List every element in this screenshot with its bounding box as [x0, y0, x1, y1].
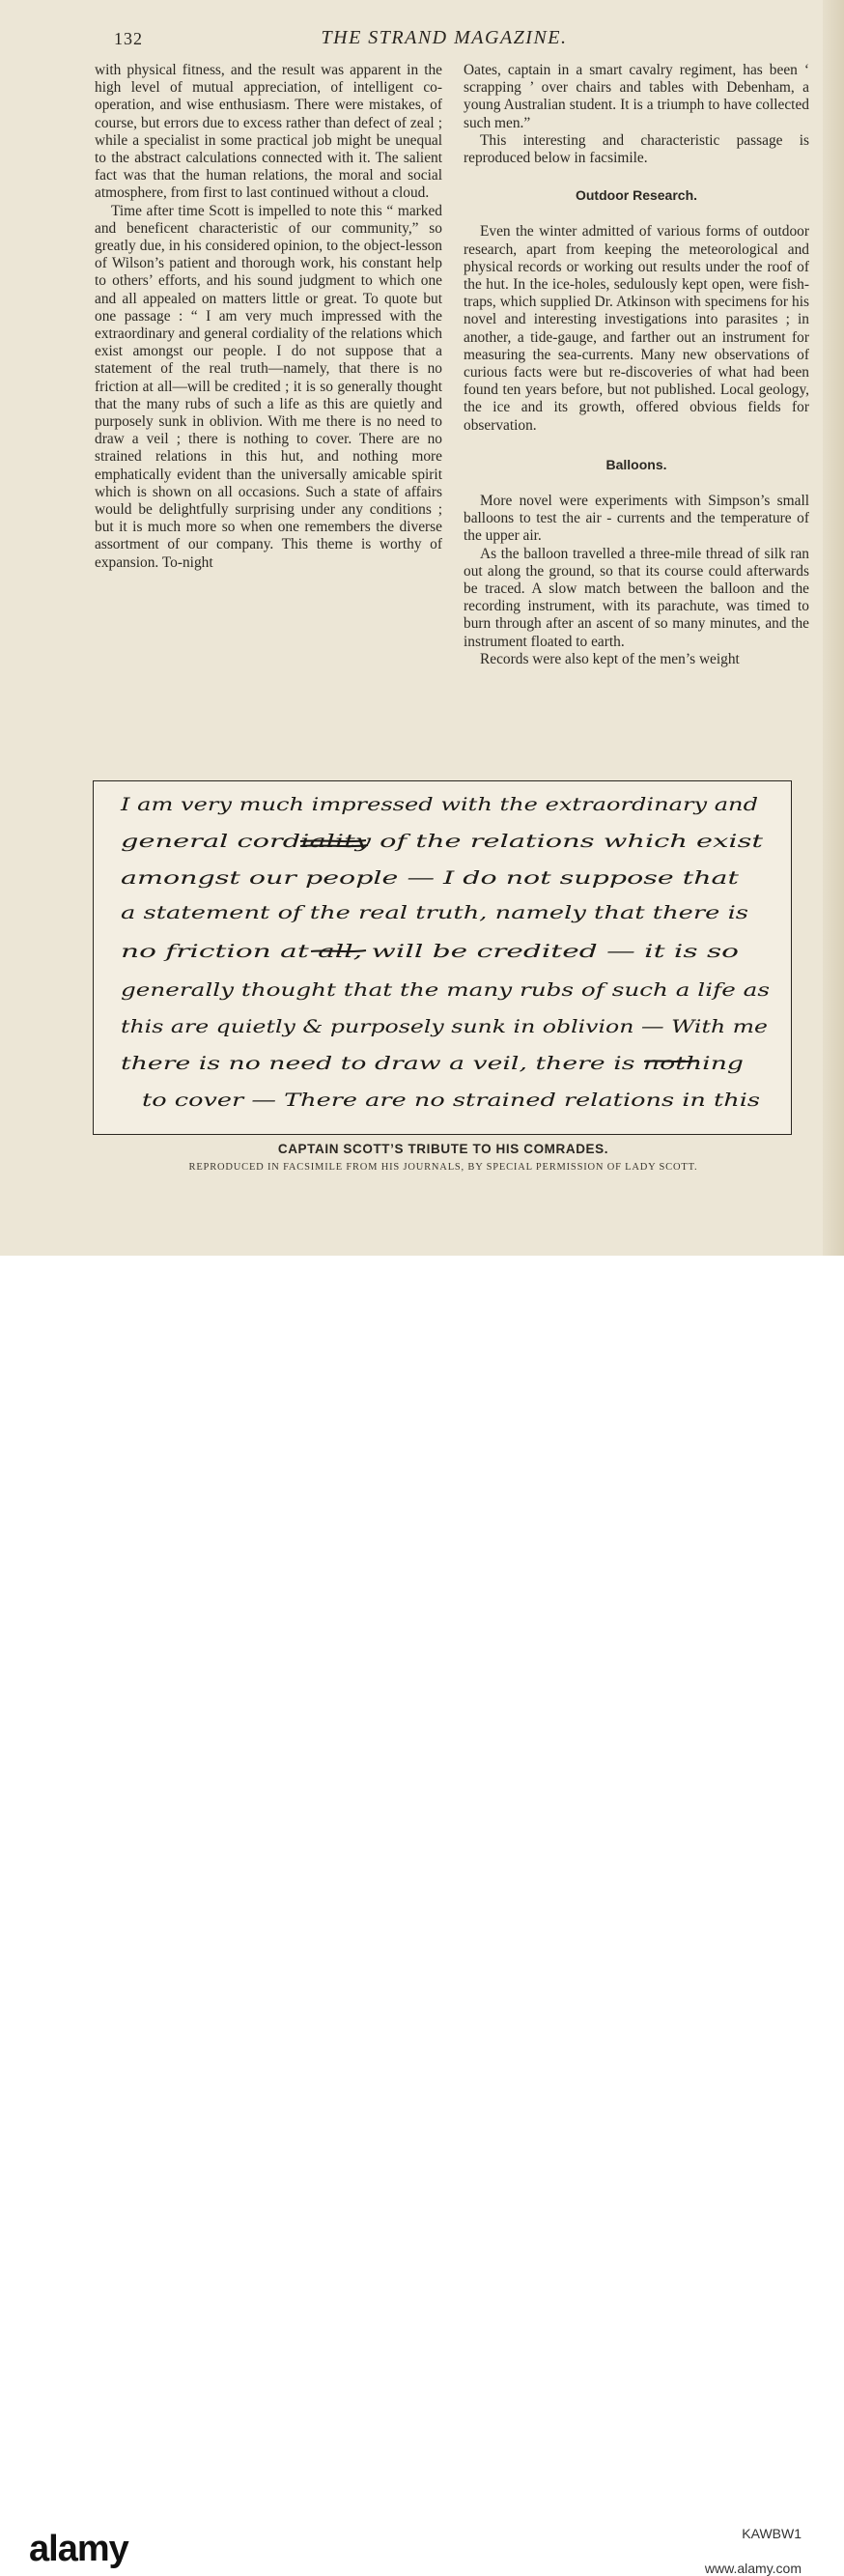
handwritten-line: amongst our people — I do not suppose that: [121, 867, 740, 889]
handwritten-line: I am very much impressed with the extraordinary and: [119, 794, 758, 815]
page-edge: [823, 0, 844, 1256]
handwritten-line: there is no need to draw a veil, there is nothing: [121, 1053, 744, 1074]
right-paragraph: Records were also kept of the men’s weight: [480, 650, 740, 667]
page-number: 132: [114, 29, 143, 48]
stock-brand-logo: alamy: [29, 2529, 128, 2569]
stock-watermark-bar: [0, 1256, 844, 2576]
handwriting-facsimile: [93, 780, 792, 1135]
strikethrough-mark: [300, 845, 368, 846]
right-paragraph: Oates, captain in a smart cavalry regiment, has been ‘ scrapping ’ over chairs and tables with Debenham, a young Australian student. It is a triumph to have collected such men.”: [464, 62, 809, 131]
strikethrough-mark: [644, 1061, 698, 1062]
strikethrough-mark: [311, 950, 366, 951]
handwritten-line: no friction at all, will be credited — it is so: [121, 941, 739, 962]
handwritten-line: to cover — There are no strained relations in this: [142, 1090, 761, 1111]
left-paragraph: Time after time Scott is impelled to note this “ marked and beneficent characteristic of our community,” so greatly due, in his considered opinion, to the object-lesson of Wilson’s patient and thorough work, his constant help to others’ efforts, and his sound judgment to which one and all appealed on matters little or great. To quote but one passage : “ I am very much impressed with the extraordinary and general cordiality of the relations which exist amongst our people. I do not suppose that a statement of the real truth—namely, that there is no friction at all—will be credited ; it is so generally thought that the many rubs of such a life as this are quietly and purposely sunk in oblivion. With me there is no need to draw a veil ; there is nothing to cover. There are no strained relations in this hut, and nothing more emphatically evident than the universally amicable spirit which is shown on all occasions. Such a state of affairs would be delightfully surprising under any conditions ; but it is much more so when one remembers the diverse assortment of our company. This theme is worthy of expansion. To-night: [95, 202, 442, 571]
facsimile-caption-title: CAPTAIN SCOTT’S TRIBUTE TO HIS COMRADES.: [277, 1142, 609, 1156]
right-column: [464, 62, 809, 668]
facsimile-caption-subtitle: REPRODUCED IN FACSIMILE FROM HIS JOURNALS, BY SPECIAL PERMISSION OF LADY SCOTT.: [188, 1162, 698, 1173]
running-title: THE STRAND MAGAZINE.: [321, 27, 568, 48]
strikethrough-mark: [300, 840, 366, 841]
handwriting-svg: [94, 781, 791, 1134]
left-column: [95, 62, 442, 572]
right-paragraph: This interesting and characteristic passage is reproduced below in facsimile.: [464, 131, 809, 167]
handwritten-line: general cordiality of the relations which exist: [121, 831, 764, 852]
right-paragraph: More novel were experiments with Simpson’s small balloons to test the air - currents and the temperature of the upper air.: [464, 493, 809, 545]
handwritten-line: a statement of the real truth, namely that there is: [121, 902, 749, 923]
section-heading-outdoor-research: Outdoor Research.: [575, 187, 698, 204]
right-paragraph: Even the winter admitted of various forms of outdoor research, apart from keeping the meteorological and physical records or working out results under the roof of the hut. In the ice-holes, sedulously kept open, were fish-traps, which supplied Dr. Atkinson with specimens for his novel and interesting investigations into parasites ; in another, a tide-gauge, and farther out an instrument for measuring the sea-currents. Many new observations of curious facts were but re-discoveries of what had been found ten years before, but not published. Local geology, the ice and its growth, offered obvious fields for observation.: [464, 223, 809, 434]
right-paragraph: As the balloon travelled a three-mile thread of silk ran out along the ground, so that its course could afterwards be traced. A slow match between the balloon and the recording instrument, with its parachute, was timed to burn through after an ascent of so many minutes, and the instrument floated to earth.: [464, 545, 809, 650]
magazine-page: [0, 0, 844, 1256]
handwritten-line: this are quietly & purposely sunk in oblivion — With me: [121, 1016, 768, 1037]
stock-url: www.alamy.com: [704, 2561, 802, 2576]
section-heading-balloons: Balloons.: [605, 456, 667, 472]
left-paragraph: with physical fitness, and the result was apparent in the high level of mutual appreciation, of intelligent co-operation, and wise enthusiasm. There were mistakes, of course, but errors due to excess rather than defect of zeal ; while a specialist in some practical job might be unequal to the abstract calculations connected with it. The salient fact was that the human relations, the moral and social atmosphere, from first to last continued without a cloud.: [95, 62, 442, 202]
handwritten-line: generally thought that the many rubs of such a life as: [121, 979, 771, 1001]
stock-image-id: KAWBW1: [742, 2526, 802, 2541]
